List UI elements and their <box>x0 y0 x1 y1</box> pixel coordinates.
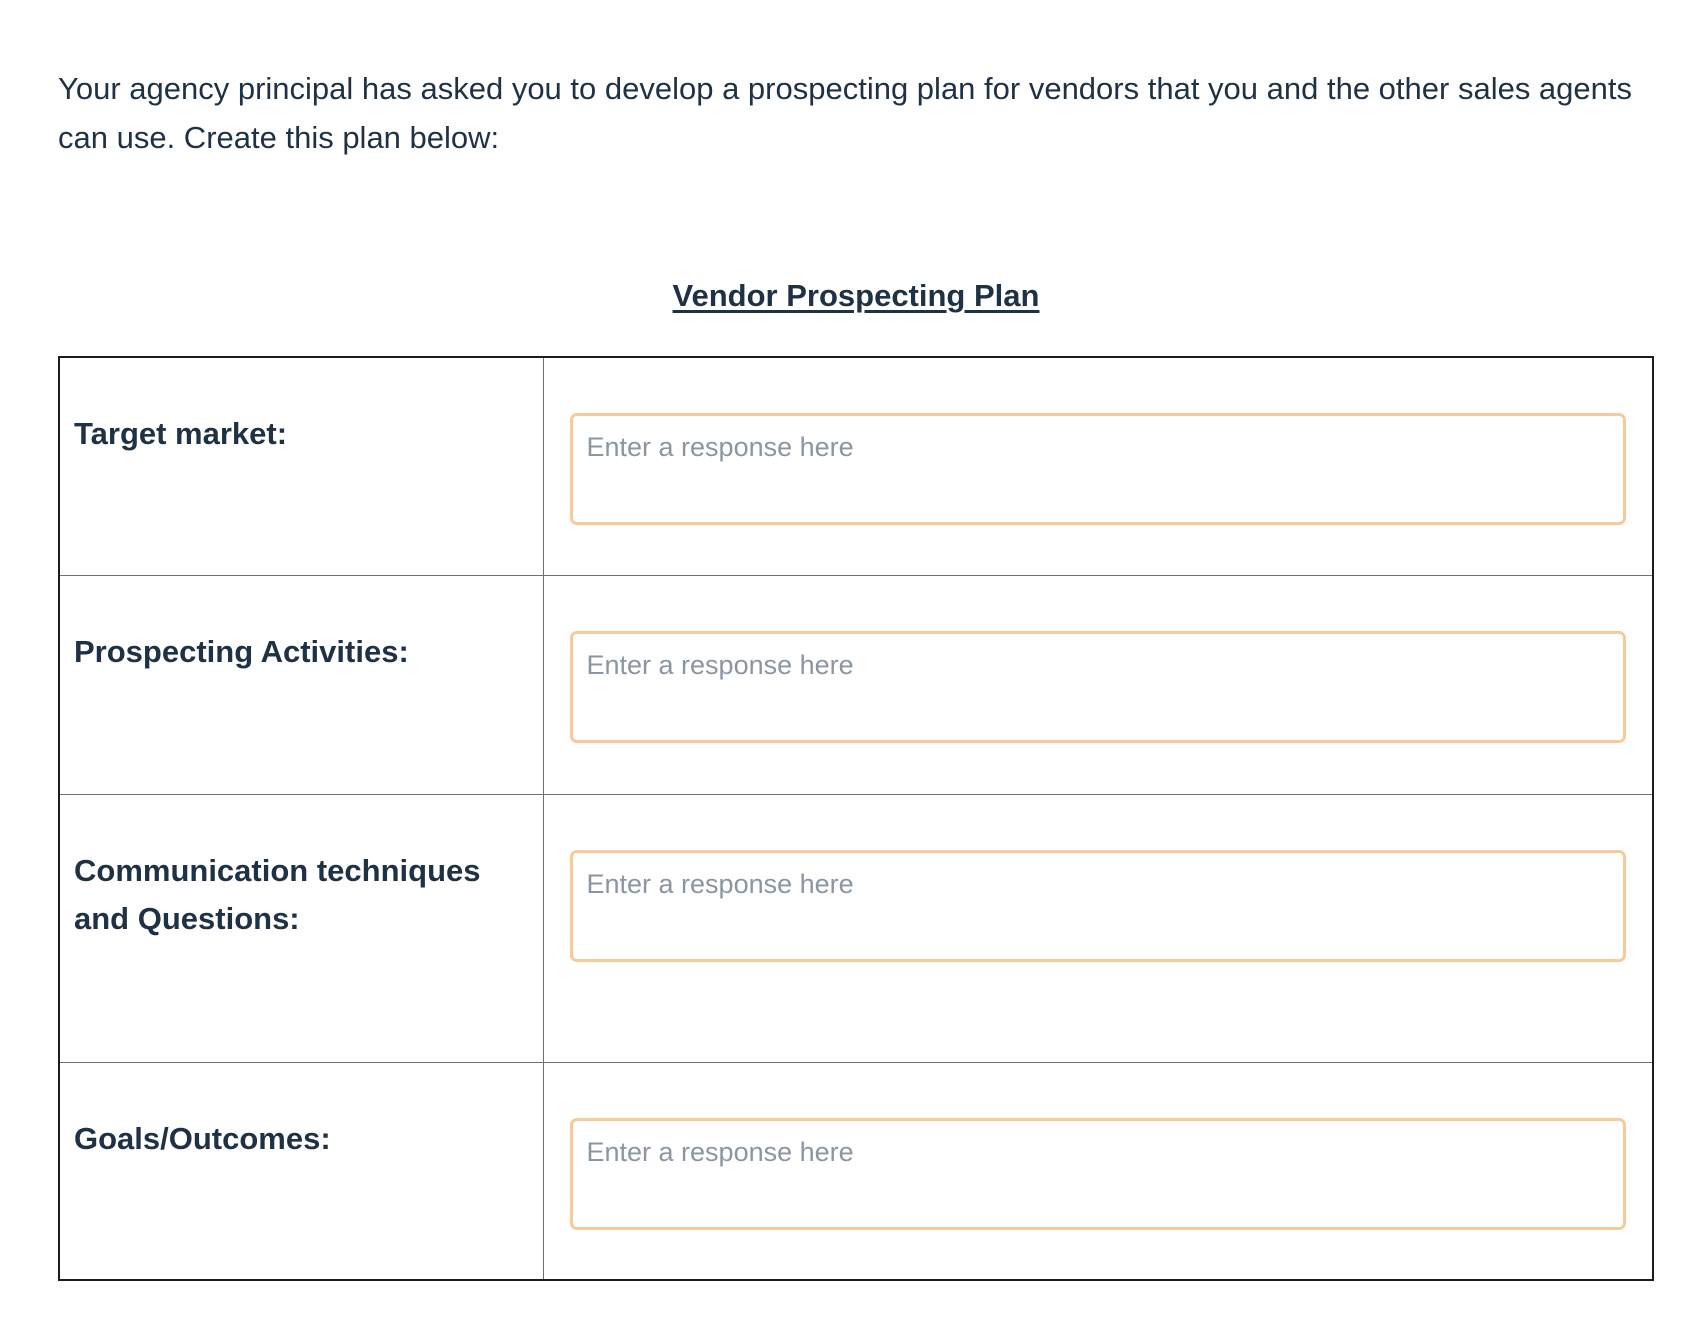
row-input-cell <box>543 575 1653 794</box>
prospecting-activities-label: Prospecting Activities: <box>74 633 409 669</box>
plan-row-target-market <box>59 357 1653 575</box>
target-market-label: Target market: <box>74 416 288 451</box>
plan-row-communication-techniques <box>59 794 1653 1062</box>
goals-outcomes-input[interactable] <box>570 1118 1627 1230</box>
row-input-cell <box>543 794 1653 1062</box>
plan-title: Vendor Prospecting Plan <box>672 278 1040 313</box>
row-label-cell <box>59 357 543 575</box>
communication-techniques-input[interactable] <box>570 850 1627 962</box>
row-input-cell <box>543 1062 1653 1280</box>
prospecting-activities-input[interactable] <box>570 631 1627 743</box>
target-market-input[interactable] <box>570 413 1627 525</box>
prospecting-plan-table <box>58 356 1654 1281</box>
goals-outcomes-label: Goals/Outcomes: <box>74 1120 331 1156</box>
row-input-cell <box>543 357 1653 575</box>
plan-row-goals-outcomes <box>59 1062 1653 1280</box>
row-label-cell <box>59 1062 543 1280</box>
row-label-cell <box>59 794 543 1062</box>
instructions-text: Your agency principal has asked you to develop a prospecting plan for vendors that you and the other sales agents can use. Create this plan below: <box>58 71 1633 155</box>
row-label-cell <box>59 575 543 794</box>
communication-techniques-label: Communication techniques and Questions: <box>74 852 481 936</box>
plan-row-prospecting-activities <box>59 575 1653 794</box>
